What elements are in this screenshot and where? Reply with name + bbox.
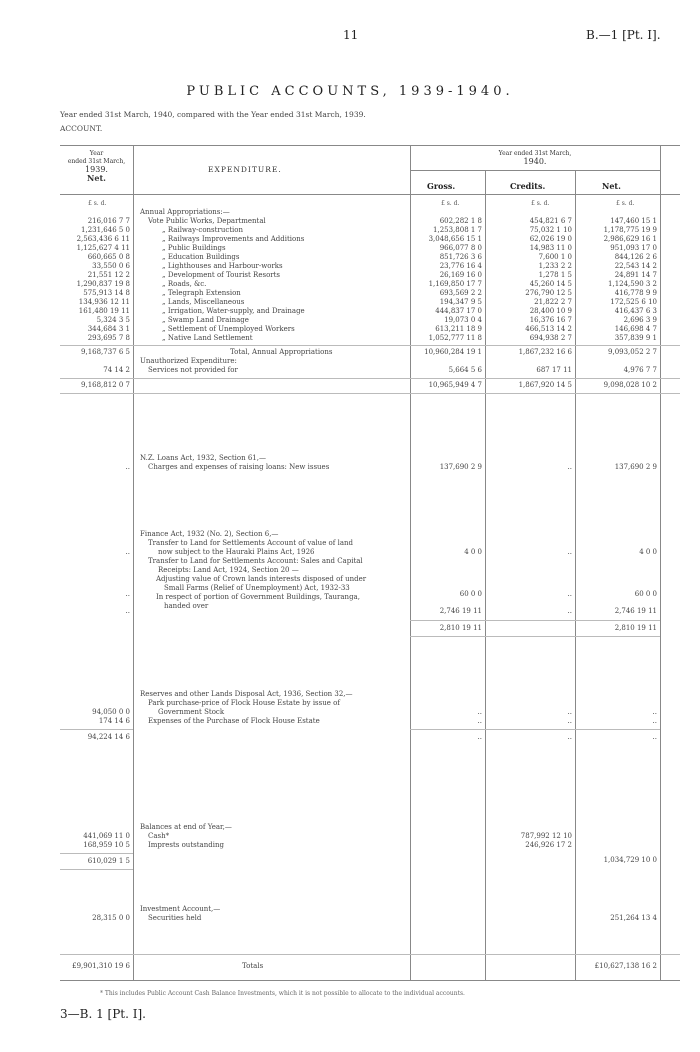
grand-bottom-rule xyxy=(60,393,680,394)
annual-row-desc: „ Lands, Miscellaneous xyxy=(162,298,245,306)
lsd-gross: £ s. d. xyxy=(441,200,460,207)
table-bottom-rule xyxy=(60,980,680,981)
annual-row-gross: 851,726 3 6 xyxy=(439,253,482,261)
net-header: Net. xyxy=(602,181,621,191)
finance-line-1: Transfer to Land for Settlements Account of value of land xyxy=(148,539,353,547)
table-top-rule xyxy=(60,145,680,146)
reserves-v1-1939: 94,050 0 0 xyxy=(92,708,130,716)
finance-v1-credits: .. xyxy=(567,548,572,556)
annual-row-net39: 660,665 0 8 xyxy=(87,253,130,261)
reserves-v2-1939: 174 14 6 xyxy=(98,717,130,725)
annual-row-net39: 21,551 12 2 xyxy=(87,271,130,279)
annual-total-gross: 10,960,284 19 1 xyxy=(424,348,482,356)
reserves-total-1939: 94,224 14 6 xyxy=(87,733,130,741)
annual-row-net40: 416,437 6 3 xyxy=(614,307,657,315)
finance-v3-net: 2,746 19 11 xyxy=(614,607,657,615)
annual-row-desc: „ Lighthouses and Harbour-works xyxy=(162,262,283,270)
annual-row-desc: „ Irrigation, Water-supply, and Drainage xyxy=(162,307,305,315)
annual-row-net40: 146,698 4 7 xyxy=(614,325,657,333)
finance-total-gross: 2,810 19 11 xyxy=(439,624,482,632)
finance-heading: Finance Act, 1932 (No. 2), Section 6,— xyxy=(140,530,279,538)
reserves-v2-credits: .. xyxy=(567,717,572,725)
document-reference: B.—1 [Pt. I]. xyxy=(586,28,661,42)
annual-total-1939: 9,168,737 6 5 xyxy=(81,348,130,356)
loans-line: Charges and expenses of raising loans: New issues xyxy=(148,463,330,471)
year1940-line2: 1940. xyxy=(523,157,547,166)
year1940-header xyxy=(410,150,660,166)
year1939-line1: Year xyxy=(89,150,104,157)
reserves-heading: Reserves and other Lands Disposal Act, 1936, Section 32,— xyxy=(140,690,353,698)
annual-row-gross: 444,837 17 0 xyxy=(435,307,482,315)
year1939-header xyxy=(60,150,133,182)
annual-row-desc: „ Swamp Land Drainage xyxy=(162,316,249,324)
annual-row-credits: 75,032 1 10 xyxy=(529,226,572,234)
finance-v2-1939: .. xyxy=(125,590,130,598)
annual-row-credits: 14,983 11 0 xyxy=(529,244,572,252)
col-divider-net xyxy=(660,145,661,980)
annual-row-desc: „ Settlement of Unemployed Workers xyxy=(162,325,295,333)
loans-gross: 137,690 2 9 xyxy=(439,463,482,471)
annual-row-gross: 3,048,656 15 1 xyxy=(428,235,482,243)
annual-row-net40: 24,891 14 7 xyxy=(614,271,657,279)
annual-row-desc: „ Roads, &c. xyxy=(162,280,207,288)
annual-row-credits: 466,513 14 2 xyxy=(525,325,572,333)
reserves-v1-gross: .. xyxy=(477,708,482,716)
annual-row-net39: 1,290,837 19 8 xyxy=(76,280,130,288)
annual-heading: Annual Appropriations:— xyxy=(140,208,230,216)
annual-row-gross: 19,073 0 4 xyxy=(444,316,482,324)
reserves-v1-net: .. xyxy=(652,708,657,716)
annual-total-label: Total, Annual Appropriations xyxy=(230,348,333,356)
header-bottom-rule xyxy=(60,194,680,195)
unauth-net: 4,976 7 7 xyxy=(623,366,657,374)
annual-row-net40: 357,839 9 1 xyxy=(614,334,657,342)
grand-credits: 1,867,920 14 5 xyxy=(518,381,572,389)
investment-heading: Investment Account,— xyxy=(140,905,221,913)
gross-header: Gross. xyxy=(427,181,456,191)
annual-row-gross: 966,077 8 0 xyxy=(439,244,482,252)
annual-row-credits: 28,400 10 9 xyxy=(529,307,572,315)
annual-row-gross: 602,282 1 8 xyxy=(439,217,482,225)
investment-net: 251,264 13 4 xyxy=(610,914,657,922)
annual-row-desc: „ Railway-construction xyxy=(162,226,244,234)
finance-line-2: now subject to the Hauraki Plains Act, 1926 xyxy=(158,548,315,556)
annual-row-credits: 16,376 16 7 xyxy=(529,316,572,324)
grand-gross: 10,965,949 4 7 xyxy=(428,381,482,389)
annual-row-net39: 1,231,646 5 0 xyxy=(81,226,130,234)
balances-imprests-credits: 246,926 17 2 xyxy=(525,841,572,849)
grand-net: 9,098,028 10 2 xyxy=(603,381,657,389)
reserves-line-3: Expenses of the Purchase of Flock House Estate xyxy=(148,717,320,725)
investment-line: Securities held xyxy=(148,914,202,922)
page-number: 11 xyxy=(343,28,359,42)
balances-cash-label: Cash* xyxy=(148,832,170,840)
finance-line-3: Transfer to Land for Settlements Account: Sales and Capital xyxy=(148,557,363,565)
annual-row-gross: 1,253,808 1 7 xyxy=(433,226,482,234)
annual-row-net39: 293,695 7 8 xyxy=(87,334,130,342)
annual-row-net40: 22,543 14 2 xyxy=(614,262,657,270)
annual-row-desc: „ Native Land Settlement xyxy=(162,334,253,342)
unauth-credits: 687 17 11 xyxy=(536,366,572,374)
finance-sum-rule xyxy=(410,620,660,621)
annual-row-desc: „ Education Buildings xyxy=(162,253,240,261)
expenditure-header: EXPENDITURE. xyxy=(208,165,282,174)
annual-row-gross: 194,347 9 5 xyxy=(439,298,482,306)
balances-cash-credits: 787,992 12 10 xyxy=(520,832,572,840)
annual-row-credits: 1,278 1 5 xyxy=(538,271,572,279)
annual-row-net39: 216,016 7 7 xyxy=(87,217,130,225)
annual-row-credits: 7,600 1 0 xyxy=(538,253,572,261)
year1940-line1: Year ended 31st March, xyxy=(498,150,572,157)
balances-total-net: 1,034,729 10 0 xyxy=(603,856,657,864)
loans-heading: N.Z. Loans Act, 1932, Section 61,— xyxy=(140,454,266,462)
reserves-sum-rule xyxy=(60,729,133,730)
annual-row-net39: 2,563,436 6 11 xyxy=(76,235,130,243)
reserves-total-gross: .. xyxy=(477,733,482,741)
footer-reference: 3—B. 1 [Pt. I]. xyxy=(60,1007,146,1021)
annual-row-net40: 844,126 2 6 xyxy=(614,253,657,261)
finance-v1-1939: .. xyxy=(125,548,130,556)
annual-row-gross: 23,776 16 4 xyxy=(439,262,482,270)
annual-total-credits: 1,867,232 16 6 xyxy=(518,348,572,356)
annual-row-net40: 2,986,629 16 1 xyxy=(603,235,657,243)
balances-bottom-rule xyxy=(60,869,133,870)
finance-total-net: 2,810 19 11 xyxy=(614,624,657,632)
annual-row-net40: 1,124,590 3 2 xyxy=(608,280,657,288)
reserves-v2-gross: .. xyxy=(477,717,482,725)
annual-row-desc: „ Development of Tourist Resorts xyxy=(162,271,281,279)
annual-row-gross: 26,169 16 0 xyxy=(439,271,482,279)
finance-v3-1939: .. xyxy=(125,607,130,615)
annual-total-net: 9,093,052 2 7 xyxy=(608,348,657,356)
reserves-v2-net: .. xyxy=(652,717,657,725)
totals-label: Totals xyxy=(242,962,264,970)
annual-row-net40: 1,178,775 19 9 xyxy=(603,226,657,234)
loans-net: 137,690 2 9 xyxy=(614,463,657,471)
year1939-line3: 1939. xyxy=(85,165,108,174)
annual-row-desc: Vote Public Works, Departmental xyxy=(148,217,266,225)
annual-row-gross: 693,569 2 2 xyxy=(439,289,482,297)
grand-1939: 9,168,812 0 7 xyxy=(81,381,130,389)
annual-row-desc: „ Telegraph Extension xyxy=(162,289,241,297)
year1939-line2: ended 31st March, xyxy=(67,158,126,165)
page-subtitle: Year ended 31st March, 1940, compared with the Year ended 31st March, 1939. xyxy=(60,110,366,119)
totals-1939: £9,901,310 19 6 xyxy=(72,962,130,970)
finance-v2-gross: 60 0 0 xyxy=(459,590,482,598)
annual-sum-rule xyxy=(60,345,680,346)
reserves-total-net: .. xyxy=(652,733,657,741)
annual-row-desc: „ Railways Improvements and Additions xyxy=(162,235,305,243)
loans-credits: .. xyxy=(567,463,572,471)
annual-row-credits: 45,260 14 5 xyxy=(529,280,572,288)
annual-row-net39: 575,913 14 8 xyxy=(83,289,130,297)
balances-imprests-1939: 168,959 10 5 xyxy=(83,841,130,849)
annual-row-gross: 613,211 18 9 xyxy=(435,325,482,333)
lsd-credits: £ s. d. xyxy=(531,200,550,207)
finance-line-6: Small Farms (Relief of Unemployment) Act, 1932-33 xyxy=(164,584,350,592)
investment-1939: 28,315 0 0 xyxy=(92,914,130,922)
unauth-label-2: Services not provided for xyxy=(148,366,238,374)
annual-row-credits: 21,822 2 7 xyxy=(534,298,572,306)
balances-sum-rule xyxy=(60,853,133,854)
reserves-line-2: Government Stock xyxy=(158,708,225,716)
loans-1939: .. xyxy=(125,463,130,471)
account-label: ACCOUNT. xyxy=(60,124,103,133)
totals-net: £10,627,138 16 2 xyxy=(594,962,657,970)
page-title: PUBLIC ACCOUNTS, 1939-1940. xyxy=(186,84,514,99)
unauth-gross: 5,664 5 6 xyxy=(448,366,482,374)
annual-row-credits: 1,233 2 2 xyxy=(538,262,572,270)
annual-row-net40: 147,460 15 1 xyxy=(610,217,657,225)
finance-line-4: Receipts: Land Act, 1924, Section 20 — xyxy=(158,566,299,574)
annual-row-credits: 62,026 19 0 xyxy=(529,235,572,243)
annual-row-net40: 951,093 17 0 xyxy=(610,244,657,252)
reserves-sum-rule-right xyxy=(410,729,660,730)
annual-row-net40: 2,696 3 9 xyxy=(623,316,657,324)
finance-v1-net: 4 0 0 xyxy=(639,548,657,556)
totals-top-rule xyxy=(60,954,680,955)
annual-row-net39: 161,480 19 11 xyxy=(78,307,130,315)
annual-row-credits: 694,938 2 7 xyxy=(529,334,572,342)
unauth-1939: 74 14 2 xyxy=(103,366,130,374)
annual-row-net39: 5,324 3 5 xyxy=(96,316,130,324)
annual-row-credits: 454,821 6 7 xyxy=(529,217,572,225)
finance-sum-bottom-rule xyxy=(410,636,660,637)
balances-cash-1939: 441,069 11 0 xyxy=(83,832,130,840)
annual-row-net39: 344,684 3 1 xyxy=(87,325,130,333)
finance-line-8: handed over xyxy=(164,602,209,610)
annual-row-net39: 1,125,627 4 11 xyxy=(76,244,130,252)
reserves-line-1: Park purchase-price of Flock House Estate by issue of xyxy=(148,699,340,707)
annual-row-net40: 172,525 6 10 xyxy=(610,298,657,306)
credits-header: Credits. xyxy=(510,181,546,191)
finance-line-7: In respect of portion of Government Buildings, Tauranga, xyxy=(156,593,360,601)
grand-rule xyxy=(60,378,680,379)
finance-v1-gross: 4 0 0 xyxy=(464,548,482,556)
annual-row-gross: 1,052,777 11 8 xyxy=(428,334,482,342)
balances-imprests-label: Imprests outstanding xyxy=(148,841,224,849)
finance-v2-net: 60 0 0 xyxy=(634,590,657,598)
annual-row-net39: 134,936 12 11 xyxy=(78,298,130,306)
annual-row-net40: 416,778 9 9 xyxy=(614,289,657,297)
lsd-net: £ s. d. xyxy=(616,200,635,207)
balances-total-1939: 610,029 1 5 xyxy=(87,857,130,865)
finance-v2-credits: .. xyxy=(567,590,572,598)
lsd-1939: £ s. d. xyxy=(88,200,107,207)
annual-row-net39: 33,550 0 6 xyxy=(92,262,130,270)
finance-v3-gross: 2,746 19 11 xyxy=(439,607,482,615)
col-divider-1939 xyxy=(133,145,134,980)
annual-row-desc: „ Public Buildings xyxy=(162,244,226,252)
annual-row-credits: 276,790 12 5 xyxy=(525,289,572,297)
year1939-net: Net. xyxy=(87,173,106,183)
finance-line-5: Adjusting value of Crown lands interests disposed of under xyxy=(156,575,367,583)
reserves-v1-credits: .. xyxy=(567,708,572,716)
reserves-total-credits: .. xyxy=(567,733,572,741)
balances-heading: Balances at end of Year,— xyxy=(140,823,232,831)
year1940-rule xyxy=(410,170,660,171)
finance-v3-credits: .. xyxy=(567,607,572,615)
annual-row-gross: 1,169,850 17 7 xyxy=(428,280,482,288)
footnote: * This includes Public Account Cash Balance Investments, which it is not possible to allocate to the individual accounts. xyxy=(100,990,465,997)
unauth-label-1: Unauthorized Expenditure: xyxy=(140,357,237,365)
